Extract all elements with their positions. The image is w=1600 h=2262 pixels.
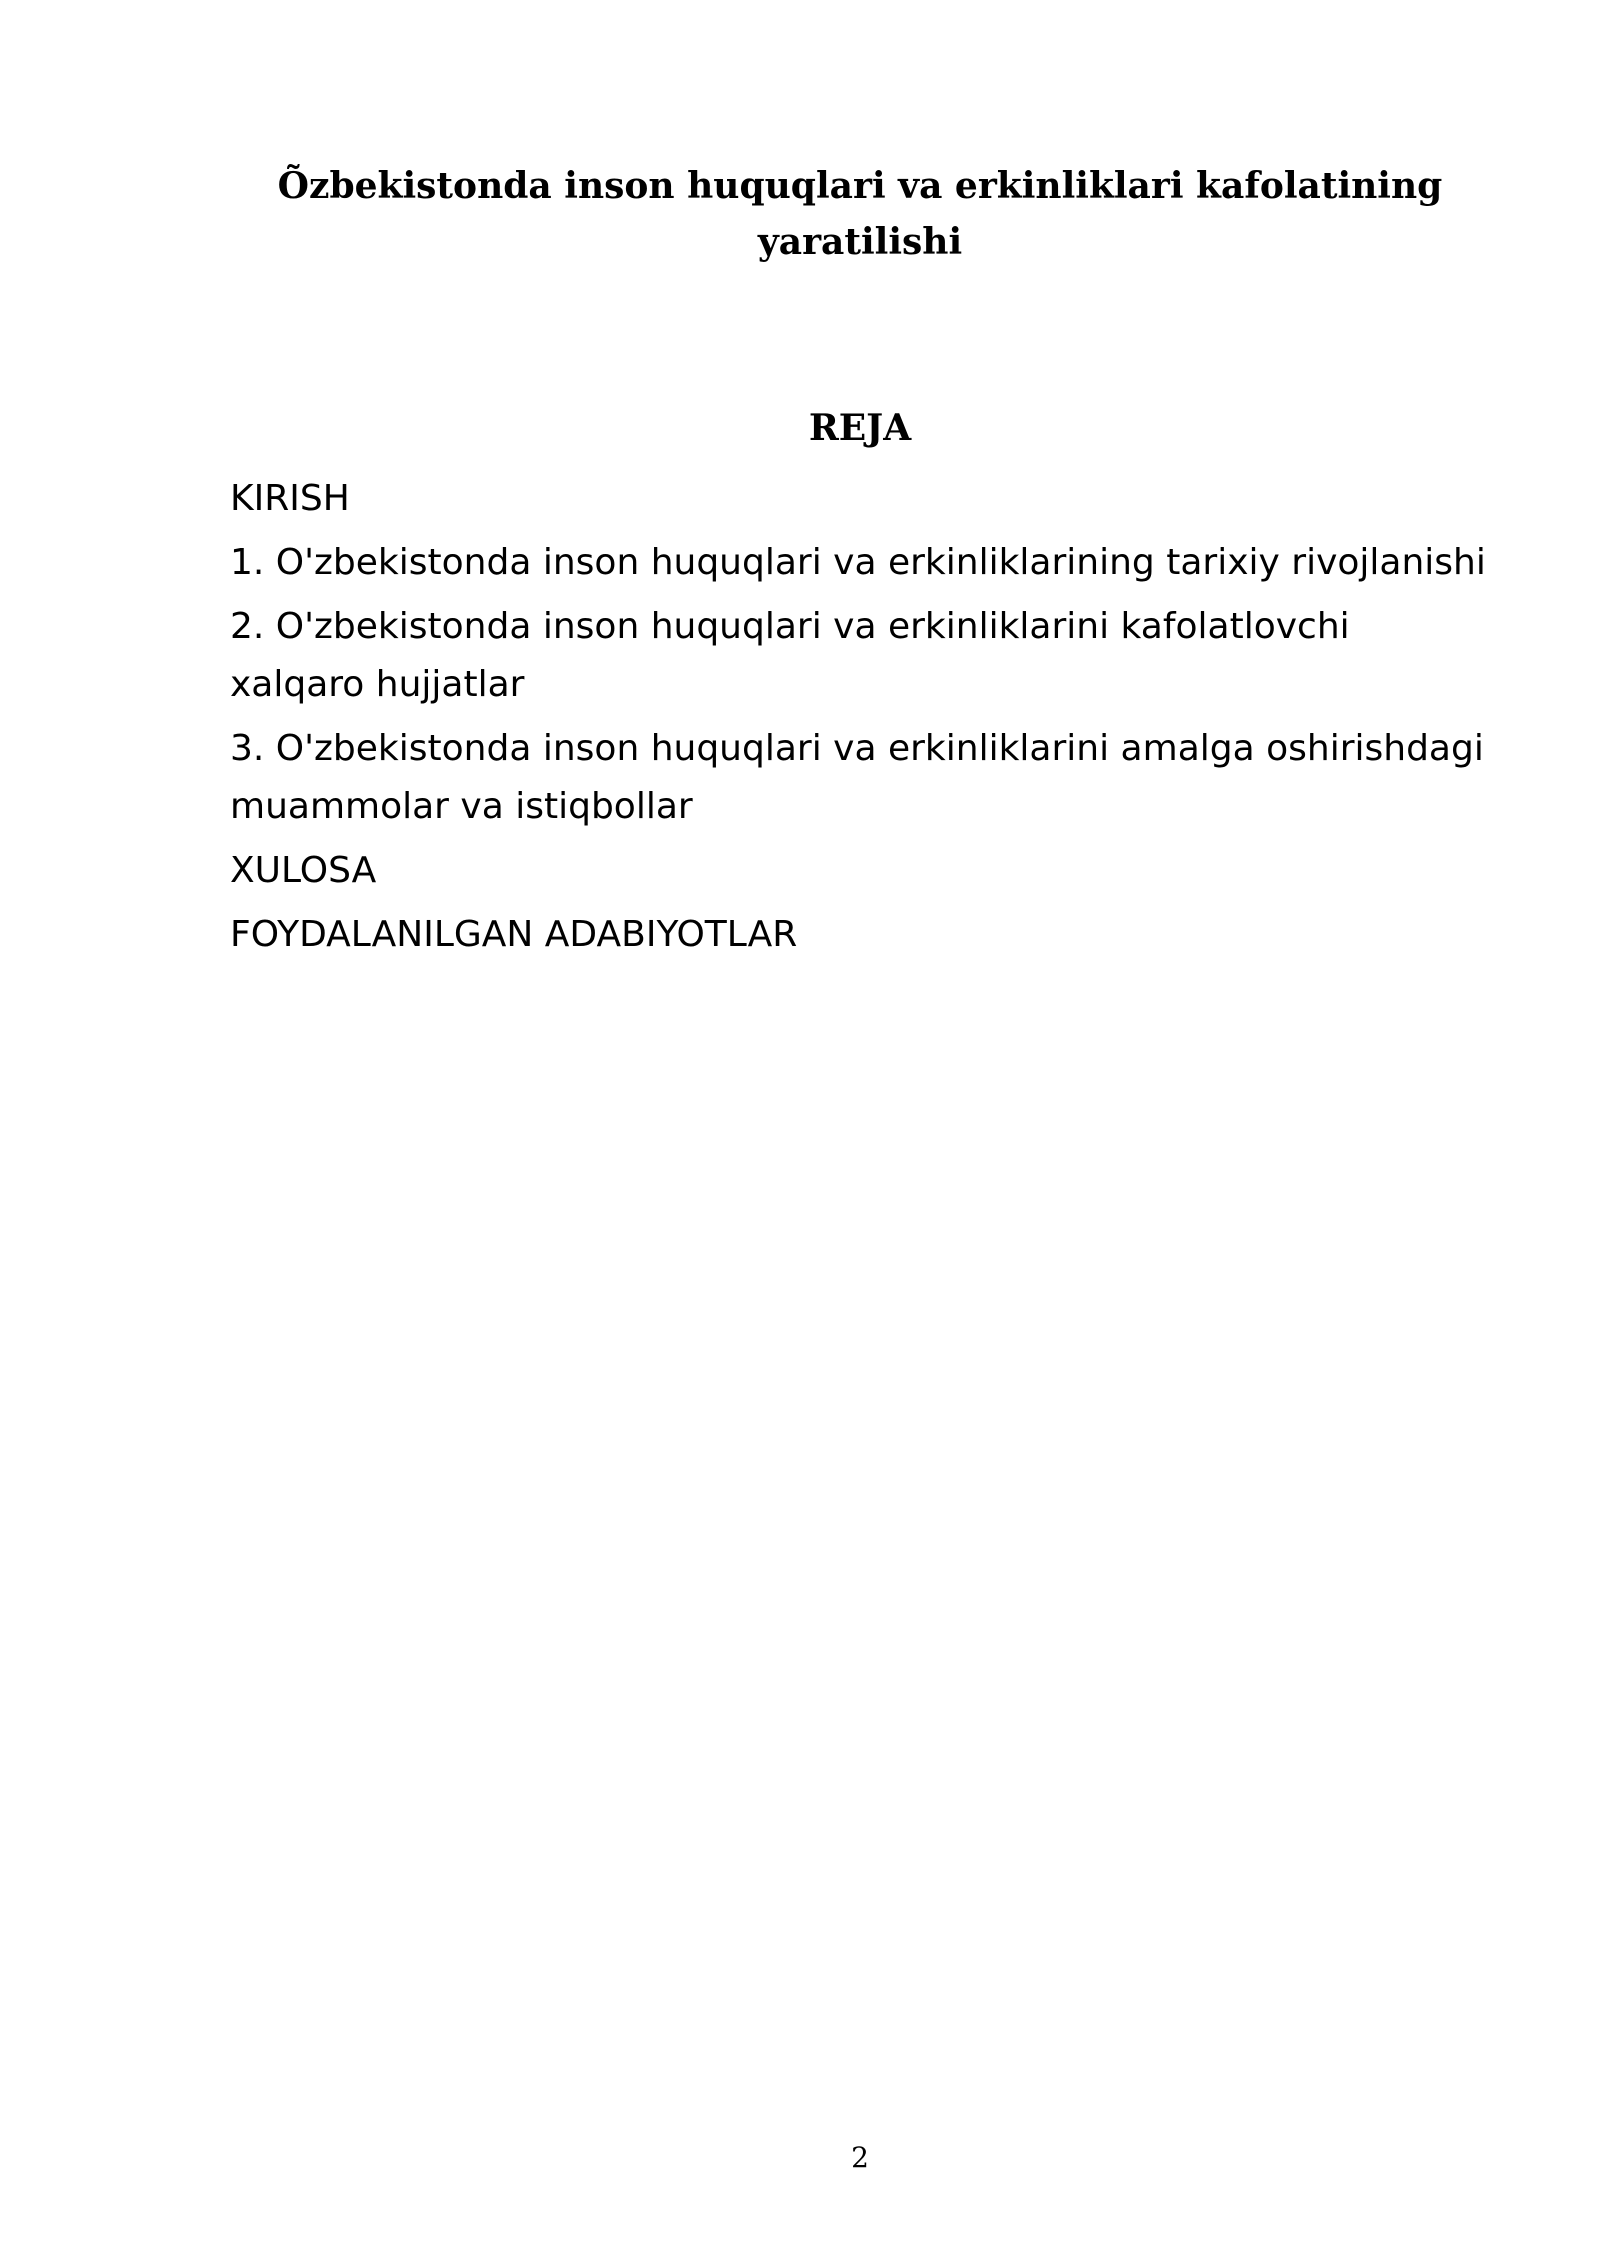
plan-item-introduction: KIRISH bbox=[230, 478, 350, 519]
plan-item-references: FOYDALANILGAN ADABIYOTLAR bbox=[230, 914, 798, 955]
plan-heading: REJA bbox=[808, 407, 912, 449]
page-number: 2 bbox=[851, 2141, 869, 2174]
plan-item-2: 2. O'zbekistonda inson huquqlari va erkinliklarini kafolatlovchi xalqaro hujjatlar bbox=[230, 606, 1350, 705]
plan-item-3: 3. O'zbekistonda inson huquqlari va erkinliklarini amalga oshirishdagi muammolar va istiqbollar bbox=[230, 728, 1484, 827]
document-title: Õzbekistonda inson huquqlari va erkinliklari kafolatining yaratilishi bbox=[277, 165, 1443, 263]
plan-list bbox=[230, 470, 1490, 970]
plan-item-1: 1. O'zbekistonda inson huquqlari va erkinliklarining tarixiy rivojlanishi bbox=[230, 542, 1486, 583]
plan-item-conclusion: XULOSA bbox=[230, 850, 377, 891]
